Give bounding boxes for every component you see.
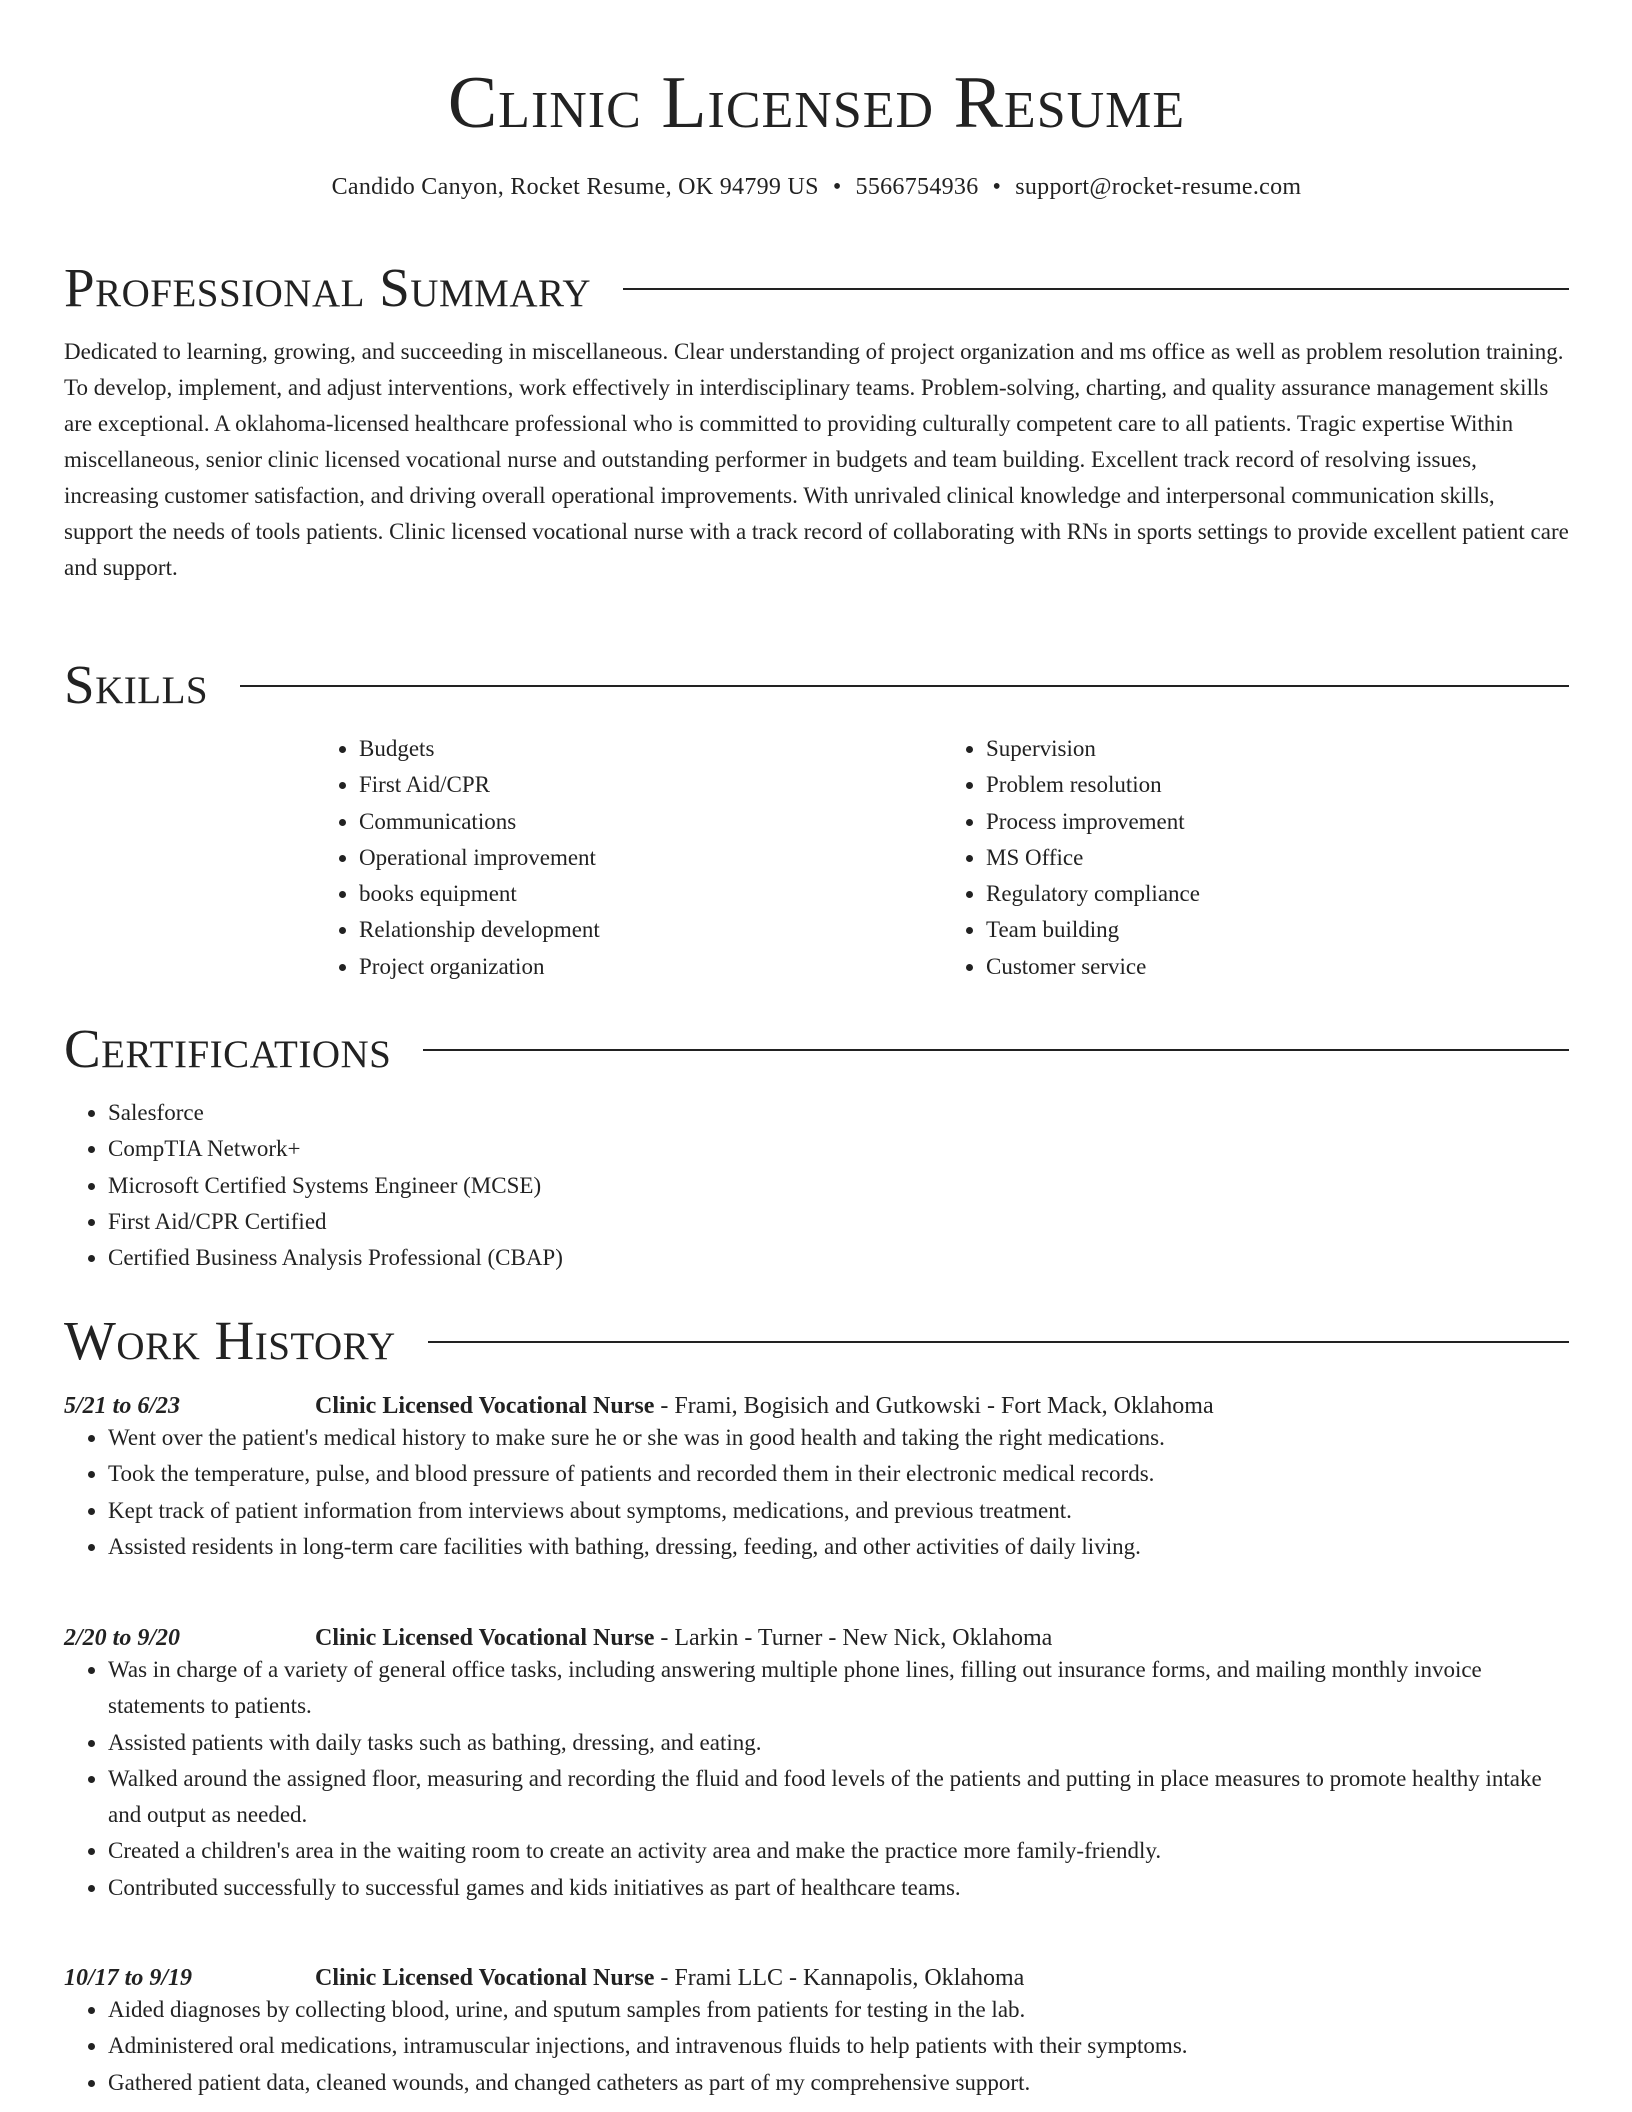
job-bullets (64, 1420, 1569, 1565)
job-title: Clinic Licensed Vocational Nurse (315, 1965, 655, 1991)
job-bullet: • Was in charge of a variety of general office tasks, including answering multiple phone lines, filling out insurance forms, and mailing monthly invoice statements to patients. (108, 1652, 1569, 1725)
summary-text: Dedicated to learning, growing, and succeeding in miscellaneous. Clear understanding of project organization and ms office as well as problem resolution training. To develop, implement, and adjust interventions, work effectively in interdisciplinary teams. Problem-solving, charting, and quality assurance management skills are exceptional. A oklahoma-licensed healthcare professional who is committed to providing culturally competent care to all patients. Tragic expertise Within miscellaneous, senior clinic licensed vocational nurse and outstanding performer in budgets and team building. Excellent track record of resolving issues, increasing customer satisfaction, and driving overall operational improvements. With unrivaled clinical knowledge and interpersonal communication skills, support the needs of tools patients. Clinic licensed vocational nurse with a track record of collaborating with RNs in sports settings to provide excellent patient care and support. (64, 339, 1569, 580)
certification-item: • Salesforce (108, 1095, 1569, 1131)
section-divider (623, 288, 1569, 290)
skill-item: • Customer service (986, 949, 1569, 985)
job-header (64, 1965, 1569, 1992)
section-divider (428, 1341, 1569, 1343)
skill-item: • Regulatory compliance (986, 876, 1569, 912)
section-divider (423, 1049, 1569, 1051)
skills-columns (315, 731, 1569, 985)
certifications-header (64, 1017, 1569, 1081)
skills-list-left (315, 731, 942, 985)
summary-header (64, 256, 1569, 320)
job-details: - Larkin - Turner - New Nick, Oklahoma (654, 1625, 1053, 1651)
skills-list-right (942, 731, 1569, 985)
skill-item: • Budgets (359, 731, 942, 767)
summary-title: Professional Summary (64, 257, 592, 318)
job-bullet: • Went over the patient's medical history to make sure he or she was in good health and taking the right medications. (108, 1420, 1569, 1456)
job-details: - Frami LLC - Kannapolis, Oklahoma (654, 1965, 1025, 1991)
certification-item: • Certified Business Analysis Professional (CBAP) (108, 1240, 1569, 1276)
section-divider (240, 685, 1569, 687)
job-entry (64, 1393, 1569, 1565)
job-dates: 5/21 to 6/23 (64, 1393, 181, 1419)
job-heading (315, 1965, 1024, 1992)
job-heading (315, 1393, 1214, 1420)
job-entry (64, 1965, 1569, 2101)
job-bullets (64, 1652, 1569, 1906)
job-bullet: • Assisted patients with daily tasks such as bathing, dressing, and eating. (108, 1725, 1569, 1761)
work-history-header (64, 1309, 1569, 1373)
certifications-section (64, 1017, 1569, 1276)
contact-phone: 5566754936 (855, 174, 979, 200)
skills-section (64, 653, 1569, 985)
resume-name: Clinic Licensed Resume (447, 62, 1186, 144)
job-bullet: • Contributed successfully to successful games and kids initiatives as part of healthcare teams. (108, 1870, 1569, 1906)
skills-title: Skills (64, 654, 209, 715)
certifications-list (64, 1095, 1569, 1276)
job-entry (64, 1625, 1569, 1906)
skill-item: • Communications (359, 804, 942, 840)
certification-item: • Microsoft Certified Systems Engineer (MCSE) (108, 1168, 1569, 1204)
contact-separator: • (992, 174, 1002, 200)
skill-item: • Team building (986, 912, 1569, 948)
contact-address: Candido Canyon, Rocket Resume, OK 94799 US (331, 174, 819, 200)
job-bullet: • Created a children's area in the waiting room to create an activity area and make the practice more family-friendly. (108, 1833, 1569, 1869)
job-dates: 10/17 to 9/19 (64, 1965, 193, 1991)
job-header (64, 1625, 1569, 1652)
skill-item: • Project organization (359, 949, 942, 985)
skill-item: • Operational improvement (359, 840, 942, 876)
job-bullets (64, 1992, 1569, 2101)
skill-item: • Problem resolution (986, 767, 1569, 803)
job-bullet: • Administered oral medications, intramuscular injections, and intravenous fluids to help patients with their symptoms. (108, 2028, 1569, 2064)
job-bullet: • Aided diagnoses by collecting blood, urine, and sputum samples from patients for testing in the lab. (108, 1992, 1569, 2028)
resume-page (64, 0, 1569, 2095)
contact-email: support@rocket-resume.com (1015, 174, 1302, 200)
skill-item: • books equipment (359, 876, 942, 912)
contact-separator: • (832, 174, 842, 200)
work-history-title: Work History (64, 1310, 396, 1371)
skill-item: • Relationship development (359, 912, 942, 948)
job-bullet: • Walked around the assigned floor, measuring and recording the fluid and food levels of the patients and putting in place measures to promote healthy intake and output as needed. (108, 1761, 1569, 1834)
job-title: Clinic Licensed Vocational Nurse (315, 1625, 655, 1651)
job-bullet: • Took the temperature, pulse, and blood pressure of patients and recorded them in their electronic medical records. (108, 1456, 1569, 1492)
job-header (64, 1393, 1569, 1420)
job-heading (315, 1625, 1052, 1652)
summary-section (64, 256, 1569, 586)
certification-item: • CompTIA Network+ (108, 1131, 1569, 1167)
job-bullet: • Kept track of patient information from interviews about symptoms, medications, and previous treatment. (108, 1493, 1569, 1529)
work-history-section (64, 1309, 1569, 1373)
skill-item: • First Aid/CPR (359, 767, 942, 803)
contact-line (64, 174, 1569, 201)
job-bullet: • Assisted residents in long-term care facilities with bathing, dressing, feeding, and other activities of daily living. (108, 1529, 1569, 1565)
job-details: - Frami, Bogisich and Gutkowski - Fort Mack, Oklahoma (654, 1393, 1214, 1419)
job-title: Clinic Licensed Vocational Nurse (315, 1393, 655, 1419)
job-dates: 2/20 to 9/20 (64, 1625, 181, 1651)
skill-item: • MS Office (986, 840, 1569, 876)
certifications-title: Certifications (64, 1018, 392, 1079)
job-bullet: • Gathered patient data, cleaned wounds, and changed catheters as part of my comprehensive support. (108, 2065, 1569, 2101)
skill-item: • Process improvement (986, 804, 1569, 840)
certification-item: • First Aid/CPR Certified (108, 1204, 1569, 1240)
skills-header (64, 653, 1569, 717)
skill-item: • Supervision (986, 731, 1569, 767)
